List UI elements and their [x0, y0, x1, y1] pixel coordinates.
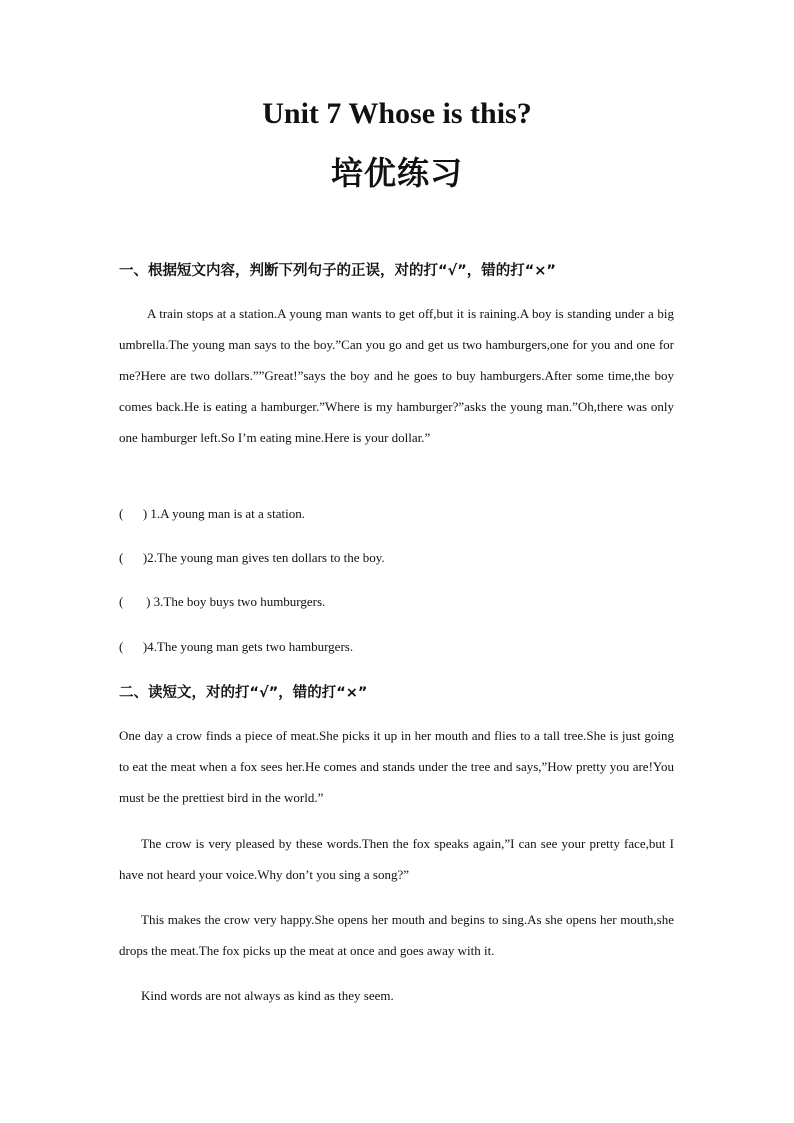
- document-subtitle: 培优练习: [330, 154, 463, 192]
- section-2-paragraph-4: Kind words are not always as kind as they seem.: [141, 988, 394, 1003]
- answer-bracket[interactable]: ( ): [119, 550, 148, 565]
- document-title: Unit 7 Whose is this?: [262, 97, 532, 130]
- section-2-paragraph-1: One day a crow finds a piece of meat.She picks it up in her mouth and flies to a tall tree.She is just going to eat the meat when a fox sees her.He comes and stands under the tree and says,”How pretty you are!You must be the prettiest bird in the world.”: [119, 728, 674, 805]
- question-3: [119, 592, 674, 612]
- section-1-passage: A train stops at a station.A young man wants to get off,but it is raining.A boy is standing under a big umbrella.The young man says to the boy.”Can you go and get us two hamburgers,one for you and one for me?Here are two dollars.””Great!”says the boy and he goes to buy hamburgers.After some time,the boy comes back.He is eating a hamburger.”Where is my hamburger?”asks the young man.”Oh,there was only one hamburger left.So I’m eating mine.Here is your dollar.”: [119, 306, 674, 445]
- section-1-heading: 一、根据短文内容，判断下列句子的正误，对的打“√”，错的打“×”: [119, 263, 556, 279]
- section-2-paragraph-2: The crow is very pleased by these words.Then the fox speaks again,”I can see your pretty face,but I have not heard your voice.Why don’t you sing a song?”: [119, 836, 674, 882]
- question-text: 1.A young man is at a station.: [147, 506, 305, 521]
- section-2-paragraph-3: This makes the crow very happy.She opens her mouth and begins to sing.As she opens her mouth,she drops the meat.The fox picks up the meat at once and goes away with it.: [119, 912, 674, 958]
- question-text: 2.The young man gives ten dollars to the boy.: [147, 550, 385, 565]
- question-text: 3.The boy buys two humburgers.: [150, 594, 326, 609]
- question-4: [119, 637, 674, 657]
- answer-bracket[interactable]: ( ): [119, 594, 151, 609]
- question-1: [119, 504, 674, 524]
- answer-bracket[interactable]: ( ): [119, 506, 148, 521]
- answer-bracket[interactable]: ( ): [119, 639, 148, 654]
- question-text: 4.The young man gets two hamburgers.: [147, 639, 354, 654]
- section-2-heading: 二、读短文，对的打“√”，错的打“×”: [119, 685, 368, 701]
- question-2: [119, 548, 674, 568]
